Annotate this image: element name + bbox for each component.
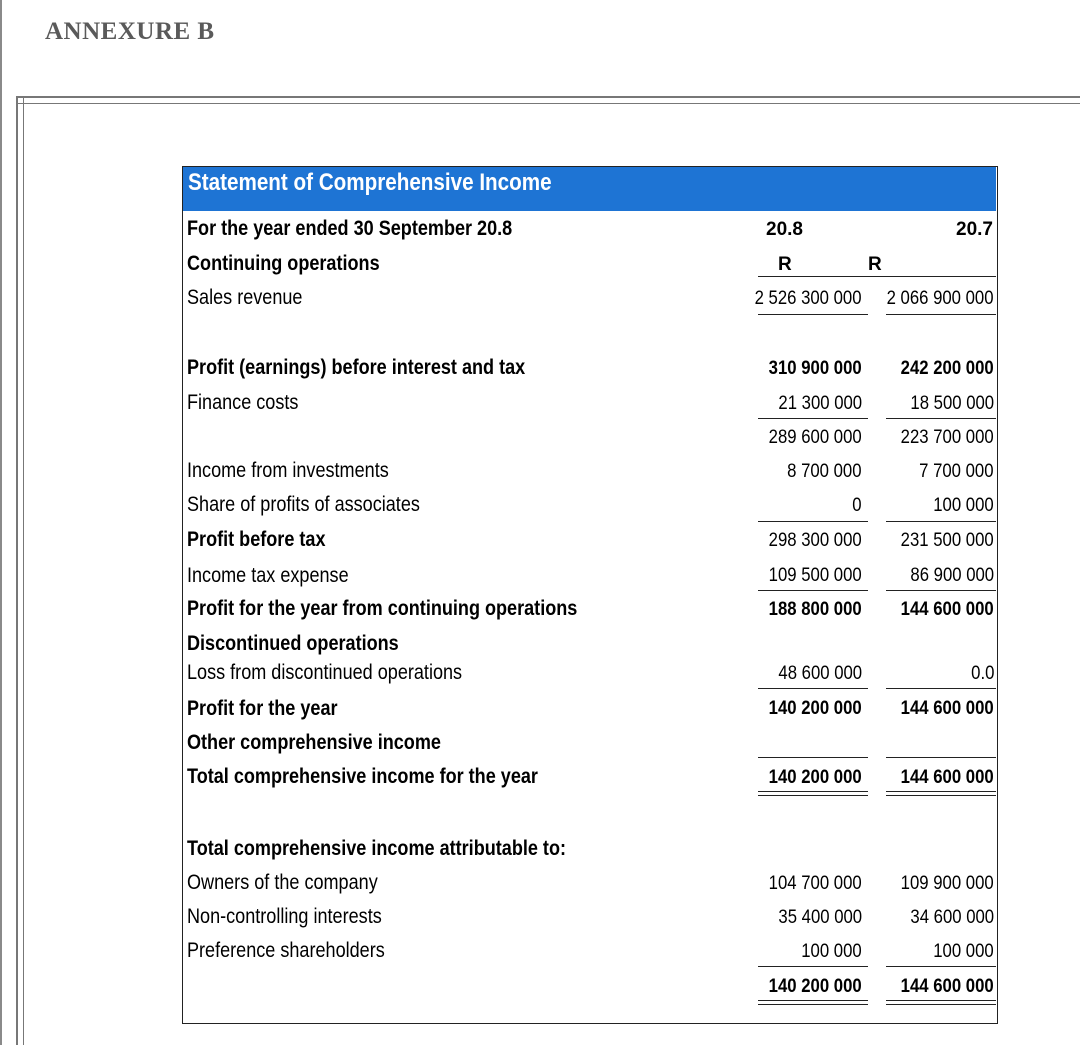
rule [886,590,996,591]
value-20-8: 298 300 000 [769,530,862,551]
rule [886,688,996,689]
rule [886,418,996,419]
statement-title: Statement of Comprehensive Income [188,169,552,196]
period-label: For the year ended 30 September 20.8 [187,217,513,240]
title-bar [183,167,996,211]
value-20-7: 144 600 000 [901,767,994,788]
row-label: Non-controlling interests [187,905,382,928]
rule [758,418,868,419]
page-left-edge [0,0,2,1045]
rule [886,757,996,758]
rule [886,314,996,315]
value-20-8: 104 700 000 [769,873,862,894]
currency-label-2: R [868,254,882,275]
frame-left-border [16,96,24,1045]
rule [758,757,868,758]
row-label: Finance costs [187,391,299,414]
value-20-8: 100 000 [801,941,862,962]
row-label: Profit (earnings) before interest and tax [187,356,526,379]
value-20-7: 18 500 000 [910,393,994,414]
column-header-20-8: 20.8 [766,219,803,240]
double-rule [758,1000,868,1005]
value-20-8: 0 [852,495,862,516]
value-20-7: 242 200 000 [901,358,994,379]
double-rule [758,791,868,796]
row-label: Loss from discontinued operations [187,661,463,684]
row-label: Total comprehensive income for the year [187,765,538,788]
row-label: Income from investments [187,459,389,482]
rule [758,314,868,315]
row-label: Profit for the year [187,697,338,720]
value-20-8: 2 526 300 000 [755,288,862,309]
value-20-8: 21 300 000 [778,393,862,414]
row-label: Other comprehensive income [187,731,441,754]
row-label: Sales revenue [187,286,303,309]
value-20-8: 35 400 000 [778,907,862,928]
value-20-7: 100 000 [933,495,994,516]
value-20-8: 109 500 000 [769,565,862,586]
value-20-7: 231 500 000 [901,530,994,551]
value-20-7: 109 900 000 [901,873,994,894]
value-20-7: 7 700 000 [919,461,994,482]
value-20-7: 144 600 000 [901,698,994,719]
rule [758,966,868,967]
continuing-operations-heading: Continuing operations [187,252,380,275]
rule [758,688,868,689]
value-20-7: 2 066 900 000 [887,288,994,309]
currency-label-1: R [778,254,792,275]
double-rule [886,791,996,796]
value-20-8: 48 600 000 [778,663,862,684]
annexure-heading: ANNEXURE B [45,18,215,45]
value-20-7: 0.0 [970,663,994,684]
rule [886,966,996,967]
row-label: Profit before tax [187,528,326,551]
row-label: Total comprehensive income attributable to: [187,837,566,860]
rule [758,590,868,591]
income-statement-table [182,166,998,1024]
row-label: Preference shareholders [187,939,385,962]
row-label: Owners of the company [187,871,378,894]
value-20-8: 310 900 000 [769,358,862,379]
value-20-8: 289 600 000 [769,427,862,448]
header-rule [758,276,996,277]
frame-top-border [16,96,1080,104]
double-rule [886,1000,996,1005]
rule [886,521,996,522]
value-20-7: 34 600 000 [910,907,994,928]
value-20-8: 140 200 000 [769,698,862,719]
value-20-8: 188 800 000 [769,599,862,620]
value-20-7: 100 000 [933,941,994,962]
value-20-7: 86 900 000 [910,565,994,586]
value-20-7: 144 600 000 [901,599,994,620]
value-20-7: 144 600 000 [901,976,994,997]
row-label: Share of profits of associates [187,493,420,516]
row-label: Discontinued operations [187,632,399,655]
value-20-7: 223 700 000 [901,427,994,448]
column-header-20-7: 20.7 [956,219,993,240]
value-20-8: 8 700 000 [787,461,862,482]
value-20-8: 140 200 000 [769,767,862,788]
row-label: Income tax expense [187,564,349,587]
rule [758,521,868,522]
row-label: Profit for the year from continuing operations [187,597,578,620]
value-20-8: 140 200 000 [769,976,862,997]
